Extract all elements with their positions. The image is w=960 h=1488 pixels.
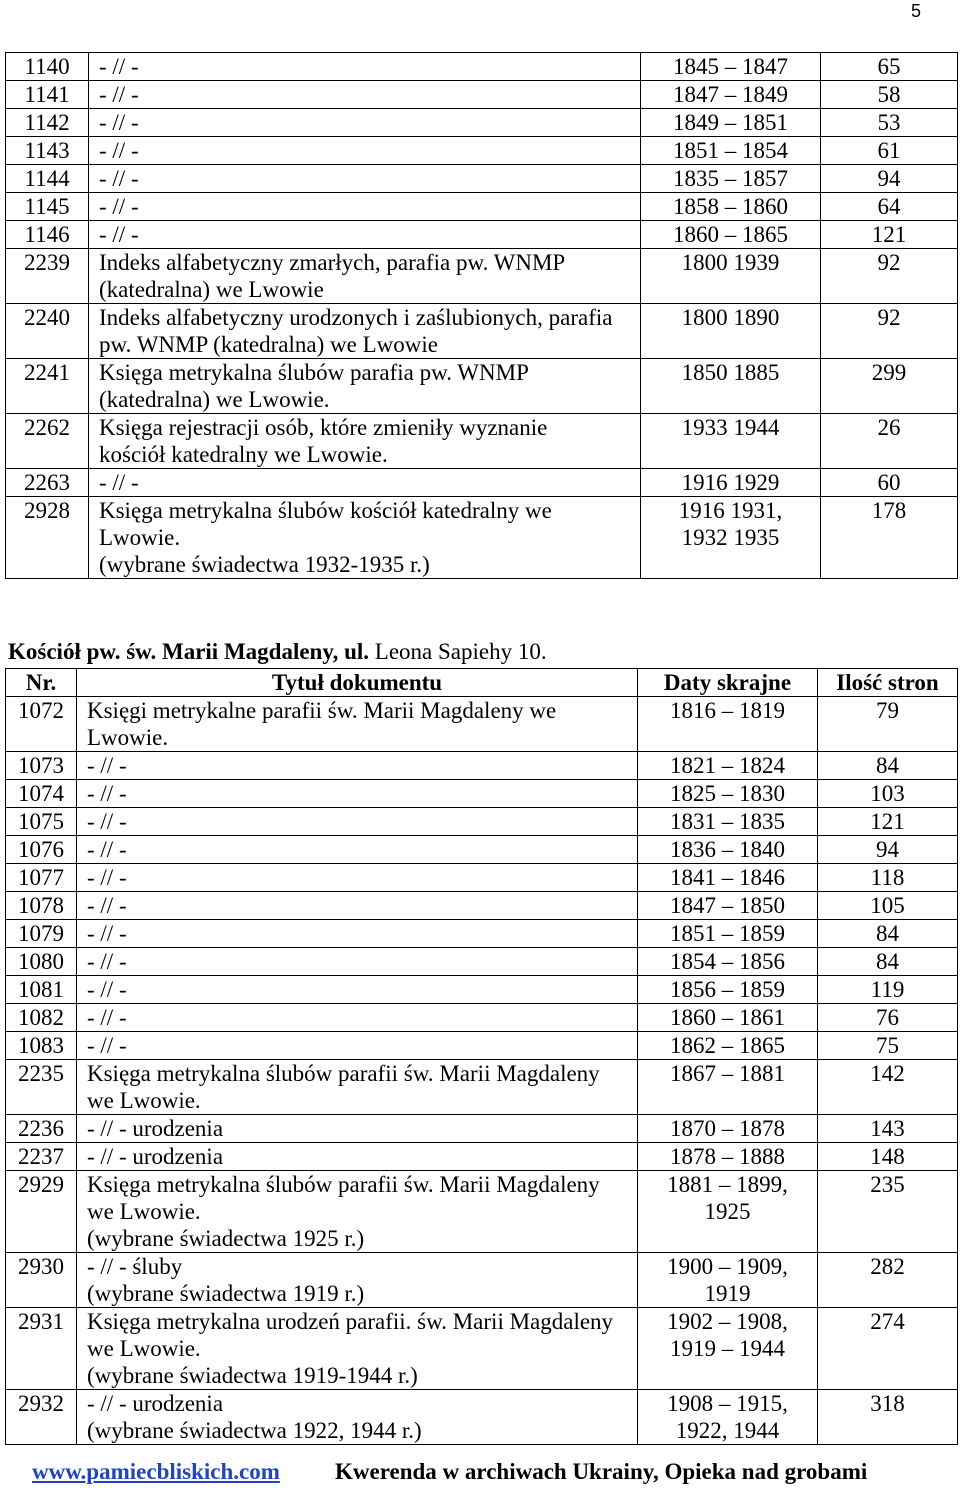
date-range-cell [638, 1308, 818, 1390]
table-row [6, 920, 958, 948]
date-range-line: 1860 – 1861 [670, 1005, 785, 1030]
document-title-cell [77, 1143, 638, 1171]
page-count-cell: 103 [818, 780, 958, 808]
date-range-line: 1816 – 1819 [670, 698, 785, 723]
records-table-body [6, 697, 958, 1445]
document-title-cell [77, 920, 638, 948]
page-count-cell: 178 [821, 497, 958, 579]
document-title-line: - // - [87, 781, 127, 806]
document-title-line: - // - [87, 865, 127, 890]
date-range-line: 1902 – 1908, [667, 1309, 788, 1334]
table-row [6, 53, 958, 81]
table-row [6, 892, 958, 920]
document-title-line: Lwowie. [87, 725, 169, 750]
table-row [6, 359, 958, 414]
page-count-cell: 64 [821, 193, 958, 221]
date-range-cell [638, 1390, 818, 1445]
document-title-line: we Lwowie. [87, 1199, 201, 1224]
record-number-cell: 2931 [6, 1308, 77, 1390]
date-range-cell [638, 1143, 818, 1171]
page-count-cell: 282 [818, 1253, 958, 1308]
document-title-cell [77, 1390, 638, 1445]
document-title-cell [89, 249, 641, 304]
record-number-cell: 1143 [6, 137, 89, 165]
date-range-line: 1933 1944 [681, 415, 780, 440]
table-row [6, 808, 958, 836]
date-range-cell [641, 137, 821, 165]
page-count-cell: 235 [818, 1171, 958, 1253]
page-count-cell: 105 [818, 892, 958, 920]
document-title-cell [77, 864, 638, 892]
date-range-cell [641, 221, 821, 249]
document-title-cell [77, 1115, 638, 1143]
document-title-line: Księga metrykalna ślubów kościół katedralny we [99, 498, 552, 523]
table-row [6, 414, 958, 469]
table-row [6, 193, 958, 221]
document-title-line: Indeks alfabetyczny urodzonych i zaślubionych, parafia [99, 305, 613, 330]
record-number-cell: 1142 [6, 109, 89, 137]
page-count-cell: 92 [821, 249, 958, 304]
record-number-cell: 1076 [6, 836, 77, 864]
date-range-line: 1932 1935 [681, 525, 780, 550]
record-number-cell: 2240 [6, 304, 89, 359]
date-range-line: 1847 – 1849 [673, 82, 788, 107]
page-count-cell: 58 [821, 81, 958, 109]
document-title-cell [77, 1032, 638, 1060]
document-title-cell [89, 193, 641, 221]
date-range-cell [638, 808, 818, 836]
section-heading-address: Leona Sapiehy 10. [374, 639, 547, 664]
document-title-cell [77, 948, 638, 976]
date-range-cell [641, 81, 821, 109]
website-link[interactable]: www.pamiecbliskich.com [32, 1459, 280, 1484]
date-range-cell [638, 1253, 818, 1308]
document-title-line: - // - [99, 82, 139, 107]
record-number-cell: 2929 [6, 1171, 77, 1253]
header-pages: Ilość stron [818, 669, 958, 697]
table-row [6, 697, 958, 752]
page-count-cell: 84 [818, 948, 958, 976]
table-row [6, 752, 958, 780]
page-count-cell: 26 [821, 414, 958, 469]
document-title-line: Indeks alfabetyczny zmarłych, parafia pw. WNMP [99, 250, 566, 275]
date-range-line: 1922, 1944 [675, 1418, 780, 1443]
table-row [6, 1171, 958, 1253]
date-range-line: 1916 1931, [678, 498, 783, 523]
page-count-cell: 75 [818, 1032, 958, 1060]
date-range-cell [641, 469, 821, 497]
record-number-cell: 1074 [6, 780, 77, 808]
date-range-line: 1881 – 1899, [667, 1172, 788, 1197]
document-title-line: (katedralna) we Lwowie. [99, 387, 330, 412]
document-title-line: (wybrane świadectwa 1919-1944 r.) [87, 1363, 418, 1388]
document-title-cell [89, 304, 641, 359]
date-range-line: 1849 – 1851 [673, 110, 788, 135]
document-title-cell [89, 53, 641, 81]
document-title-cell [89, 469, 641, 497]
page-count-cell: 94 [821, 165, 958, 193]
document-title-line: Lwowie. [99, 525, 181, 550]
table-row [6, 1032, 958, 1060]
date-range-cell [641, 249, 821, 304]
record-number-cell: 1145 [6, 193, 89, 221]
document-title-cell [77, 1308, 638, 1390]
document-title-cell [77, 752, 638, 780]
section-heading [8, 638, 547, 665]
page-count-cell: 121 [818, 808, 958, 836]
table-row [6, 249, 958, 304]
header-title: Tytuł dokumentu [77, 669, 638, 697]
page-count-cell: 299 [821, 359, 958, 414]
date-range-cell [638, 780, 818, 808]
document-title-line: Księga metrykalna ślubów parafii św. Marii Magdaleny [87, 1061, 600, 1086]
table-row [6, 1253, 958, 1308]
document-title-line: Księga rejestracji osób, które zmieniły wyznanie [99, 415, 548, 440]
page-count-cell: 76 [818, 1004, 958, 1032]
table-row [6, 1004, 958, 1032]
record-number-cell: 2241 [6, 359, 89, 414]
table-row [6, 1143, 958, 1171]
date-range-cell [638, 976, 818, 1004]
document-title-cell [77, 697, 638, 752]
document-title-line: - // - [87, 921, 127, 946]
date-range-cell [641, 193, 821, 221]
document-title-line: (wybrane świadectwa 1922, 1944 r.) [87, 1418, 422, 1443]
date-range-cell [638, 1115, 818, 1143]
record-number-cell: 2236 [6, 1115, 77, 1143]
document-title-cell [77, 808, 638, 836]
page-count-cell: 53 [821, 109, 958, 137]
document-title-cell [77, 1060, 638, 1115]
date-range-cell [641, 497, 821, 579]
date-range-line: 1916 1929 [681, 470, 780, 495]
page-count-cell: 79 [818, 697, 958, 752]
document-title-line: Księga metrykalna urodzeń parafii. św. Marii Magdaleny [87, 1309, 614, 1334]
page-count-cell: 84 [818, 920, 958, 948]
document-title-cell [89, 109, 641, 137]
document-title-cell [89, 165, 641, 193]
document-title-line: - // - [87, 1005, 127, 1030]
date-range-line: 1831 – 1835 [670, 809, 785, 834]
date-range-line: 1867 – 1881 [670, 1061, 785, 1086]
document-title-line: - // - urodzenia [87, 1116, 224, 1141]
records-table-cathedral [5, 52, 958, 579]
date-range-cell [638, 864, 818, 892]
page-count-cell: 318 [818, 1390, 958, 1445]
page-count-cell: 60 [821, 469, 958, 497]
date-range-line: 1845 – 1847 [673, 54, 788, 79]
record-number-cell: 1082 [6, 1004, 77, 1032]
page-number: 5 [911, 1, 922, 21]
document-title-line: we Lwowie. [87, 1336, 201, 1361]
date-range-line: 1878 – 1888 [670, 1144, 785, 1169]
date-range-cell [641, 165, 821, 193]
date-range-line: 1919 – 1944 [670, 1336, 785, 1361]
document-title-line: - // - [99, 470, 139, 495]
table-row [6, 976, 958, 1004]
document-title-cell [89, 81, 641, 109]
table-row [6, 81, 958, 109]
date-range-line: 1850 1885 [681, 360, 780, 385]
page-count-cell: 119 [818, 976, 958, 1004]
date-range-cell [641, 414, 821, 469]
record-number-cell: 2928 [6, 497, 89, 579]
document-title-cell [89, 137, 641, 165]
header-dates: Daty skrajne [638, 669, 818, 697]
document-title-cell [77, 1004, 638, 1032]
date-range-line: 1841 – 1846 [670, 865, 785, 890]
document-title-line: (katedralna) we Lwowie [99, 277, 324, 302]
document-title-line: (wybrane świadectwa 1932-1935 r.) [99, 552, 430, 577]
document-title-cell [77, 1171, 638, 1253]
record-number-cell: 1081 [6, 976, 77, 1004]
table-row [6, 304, 958, 359]
record-number-cell: 1080 [6, 948, 77, 976]
date-range-cell [638, 752, 818, 780]
page-count-cell: 121 [821, 221, 958, 249]
document-title-line: - // - [99, 54, 139, 79]
record-number-cell: 1083 [6, 1032, 77, 1060]
page-count-cell: 118 [818, 864, 958, 892]
table-row [6, 864, 958, 892]
page-count-cell: 61 [821, 137, 958, 165]
date-range-line: 1856 – 1859 [670, 977, 785, 1002]
document-title-line: Księga metrykalna ślubów parafia pw. WNMP [99, 360, 529, 385]
document-title-line: pw. WNMP (katedralna) we Lwowie [99, 332, 438, 357]
page-count-cell: 65 [821, 53, 958, 81]
page-count-cell: 84 [818, 752, 958, 780]
document-title-line: - // - urodzenia [87, 1391, 224, 1416]
document-title-line: - // - [87, 753, 127, 778]
section-heading-church: Kościół pw. św. Marii Magdaleny, ul. [8, 639, 370, 664]
document-title-line: - // - [99, 222, 139, 247]
date-range-cell [638, 1171, 818, 1253]
date-range-cell [638, 920, 818, 948]
page-count-cell: 274 [818, 1308, 958, 1390]
table-row [6, 948, 958, 976]
record-number-cell: 2239 [6, 249, 89, 304]
record-number-cell: 1144 [6, 165, 89, 193]
table-row [6, 1308, 958, 1390]
date-range-cell [638, 836, 818, 864]
record-number-cell: 1077 [6, 864, 77, 892]
record-number-cell: 1073 [6, 752, 77, 780]
table-header-row [6, 669, 958, 697]
record-number-cell: 2235 [6, 1060, 77, 1115]
table-row [6, 469, 958, 497]
document-title-line: - // - [99, 110, 139, 135]
document-title-line: we Lwowie. [87, 1088, 201, 1113]
table-row [6, 1060, 958, 1115]
table-row [6, 1115, 958, 1143]
document-title-line: - // - [87, 1033, 127, 1058]
date-range-line: 1908 – 1915, [667, 1391, 788, 1416]
document-title-line: - // - [99, 194, 139, 219]
date-range-cell [641, 359, 821, 414]
date-range-line: 1836 – 1840 [670, 837, 785, 862]
date-range-line: 1900 – 1909, [667, 1254, 788, 1279]
date-range-cell [641, 304, 821, 359]
date-range-line: 1870 – 1878 [670, 1116, 785, 1141]
date-range-line: 1860 – 1865 [673, 222, 788, 247]
page-count-cell: 143 [818, 1115, 958, 1143]
document-title-line: (wybrane świadectwa 1925 r.) [87, 1226, 365, 1251]
table-header [6, 669, 958, 697]
record-number-cell: 2263 [6, 469, 89, 497]
document-title-line: Księgi metrykalne parafii św. Marii Magdaleny we [87, 698, 557, 723]
document-title-line: - // - [87, 949, 127, 974]
document-title-line: - // - urodzenia [87, 1144, 224, 1169]
page-count-cell: 142 [818, 1060, 958, 1115]
record-number-cell: 2262 [6, 414, 89, 469]
page-count-cell: 148 [818, 1143, 958, 1171]
table-row [6, 165, 958, 193]
date-range-line: 1862 – 1865 [670, 1033, 785, 1058]
document-title-line: - // - [99, 166, 139, 191]
page-count-cell: 94 [818, 836, 958, 864]
record-number-cell: 2932 [6, 1390, 77, 1445]
date-range-cell [638, 1004, 818, 1032]
document-title-line: - // - [87, 977, 127, 1002]
table-row [6, 1390, 958, 1445]
table-row [6, 836, 958, 864]
record-number-cell: 1079 [6, 920, 77, 948]
records-table-body [6, 53, 958, 579]
date-range-line: 1925 [704, 1199, 751, 1224]
date-range-cell [641, 53, 821, 81]
date-range-line: 1800 1890 [681, 305, 780, 330]
record-number-cell: 1075 [6, 808, 77, 836]
record-number-cell: 2930 [6, 1253, 77, 1308]
record-number-cell: 1146 [6, 221, 89, 249]
date-range-line: 1821 – 1824 [670, 753, 785, 778]
record-number-cell: 1141 [6, 81, 89, 109]
date-range-cell [641, 109, 821, 137]
date-range-line: 1851 – 1859 [670, 921, 785, 946]
table-row [6, 497, 958, 579]
document-title-cell [89, 497, 641, 579]
table-row [6, 137, 958, 165]
document-title-cell [89, 359, 641, 414]
document-title-cell [77, 780, 638, 808]
date-range-line: 1851 – 1854 [673, 138, 788, 163]
page-count-cell: 92 [821, 304, 958, 359]
document-title-cell [77, 836, 638, 864]
date-range-cell [638, 697, 818, 752]
record-number-cell: 2237 [6, 1143, 77, 1171]
document-title-line: Księga metrykalna ślubów parafii św. Marii Magdaleny [87, 1172, 600, 1197]
footer-title: Kwerenda w archiwach Ukrainy, Opieka nad grobami [335, 1459, 868, 1484]
document-title-cell [77, 892, 638, 920]
document-title-line: - // - śluby [87, 1254, 183, 1279]
document-title-line: - // - [99, 138, 139, 163]
record-number-cell: 1072 [6, 697, 77, 752]
document-title-cell [77, 1253, 638, 1308]
date-range-line: 1854 – 1856 [670, 949, 785, 974]
document-title-line: - // - [87, 893, 127, 918]
date-range-cell [638, 892, 818, 920]
table-row [6, 221, 958, 249]
document-title-line: - // - [87, 809, 127, 834]
document-title-cell [89, 221, 641, 249]
date-range-line: 1919 [704, 1281, 751, 1306]
table-row [6, 109, 958, 137]
record-number-cell: 1140 [6, 53, 89, 81]
record-number-cell: 1078 [6, 892, 77, 920]
date-range-cell [638, 1032, 818, 1060]
date-range-line: 1847 – 1850 [670, 893, 785, 918]
table-row [6, 780, 958, 808]
date-range-line: 1835 – 1857 [673, 166, 788, 191]
document-title-cell [89, 414, 641, 469]
date-range-line: 1800 1939 [681, 250, 780, 275]
date-range-line: 1825 – 1830 [670, 781, 785, 806]
document-title-line: kościół katedralny we Lwowie. [99, 442, 388, 467]
records-table-magdalene [5, 668, 958, 1445]
document-title-cell [77, 976, 638, 1004]
date-range-line: 1858 – 1860 [673, 194, 788, 219]
date-range-cell [638, 1060, 818, 1115]
header-nr: Nr. [6, 669, 77, 697]
document-title-line: (wybrane świadectwa 1919 r.) [87, 1281, 365, 1306]
date-range-cell [638, 948, 818, 976]
document-title-line: - // - [87, 837, 127, 862]
